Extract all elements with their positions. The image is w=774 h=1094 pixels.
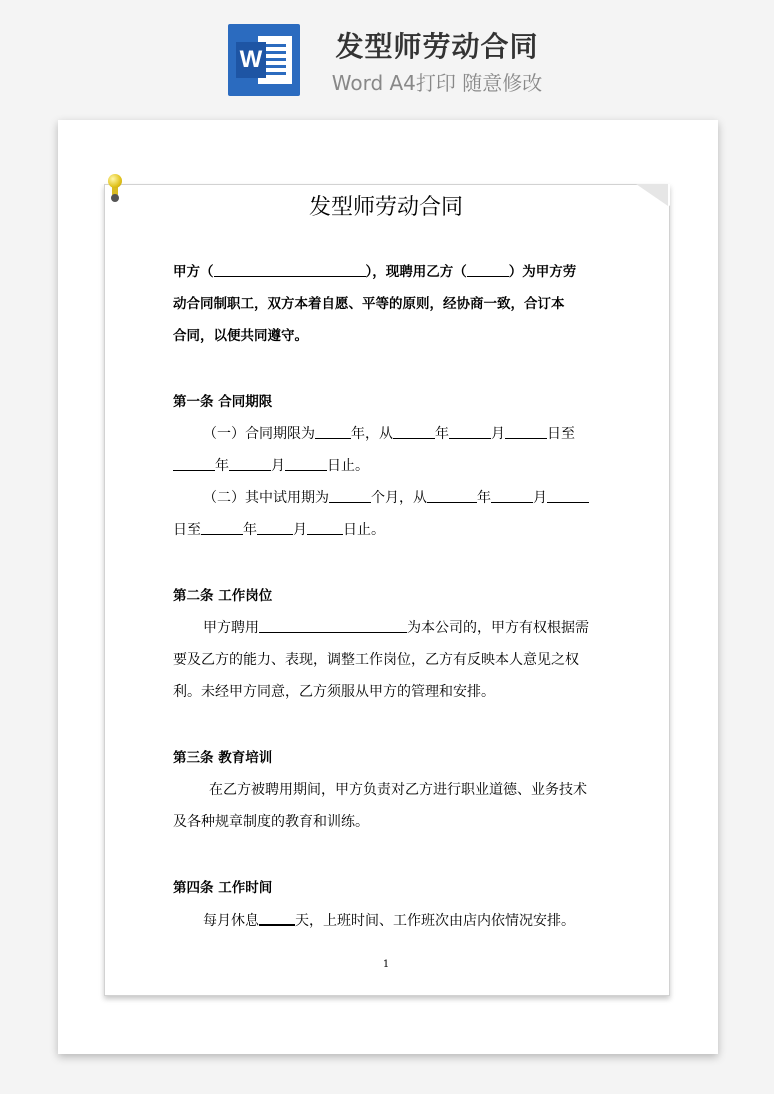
- article-2-line-2: 要及乙方的能力、表现，调整工作岗位，乙方有反映本人意见之权: [173, 652, 579, 668]
- article-4-line-1: 每月休息 天，上班时间、工作班次由店内依情况安排。: [203, 910, 575, 931]
- intro-line-2: 动合同制职工，双方本着自愿、平等的原则，经协商一致，合订本: [173, 296, 565, 312]
- intro-line-1: 甲方（ ），现聘用乙方（ ）为甲方劳: [173, 264, 577, 280]
- article-1-para-2-cont: 日至 年 月 日止。: [173, 522, 385, 538]
- article-2-heading: 第二条 工作岗位: [173, 588, 273, 604]
- article-1-para-2: （二）其中试用期为 个月，从 年 月: [203, 488, 589, 508]
- word-document-icon: [228, 24, 300, 96]
- word-letter: W: [236, 42, 266, 78]
- article-1-para-1-cont: 年 月 日止。: [173, 456, 369, 476]
- article-3-line-2: 及各种规章制度的教育和训练。: [173, 814, 369, 830]
- banner-subtitle: Word A4打印 随意修改: [331, 71, 543, 95]
- banner: [0, 0, 774, 110]
- document-title: 发型师劳动合同: [308, 195, 463, 220]
- article-2-line-1: 甲方聘用 为本公司的，甲方有权根据需: [203, 620, 589, 636]
- article-2-line-3: 利。未经甲方同意，乙方须服从甲方的管理和安排。: [173, 684, 495, 700]
- intro-line-3: 合同，以便共同遵守。: [173, 328, 308, 344]
- page-number: 1: [382, 959, 390, 970]
- article-3-line-1: 在乙方被聘用期间，甲方负责对乙方进行职业道德、业务技术: [209, 782, 587, 798]
- article-3-heading: 第三条 教育培训: [173, 750, 273, 766]
- article-4-heading: 第四条 工作时间: [173, 880, 273, 896]
- article-1-para-1: （一）合同期限为 年，从 年 月 日至: [203, 426, 575, 442]
- article-1-heading: 第一条 合同期限: [173, 394, 273, 410]
- banner-title: 发型师劳动合同: [335, 30, 539, 63]
